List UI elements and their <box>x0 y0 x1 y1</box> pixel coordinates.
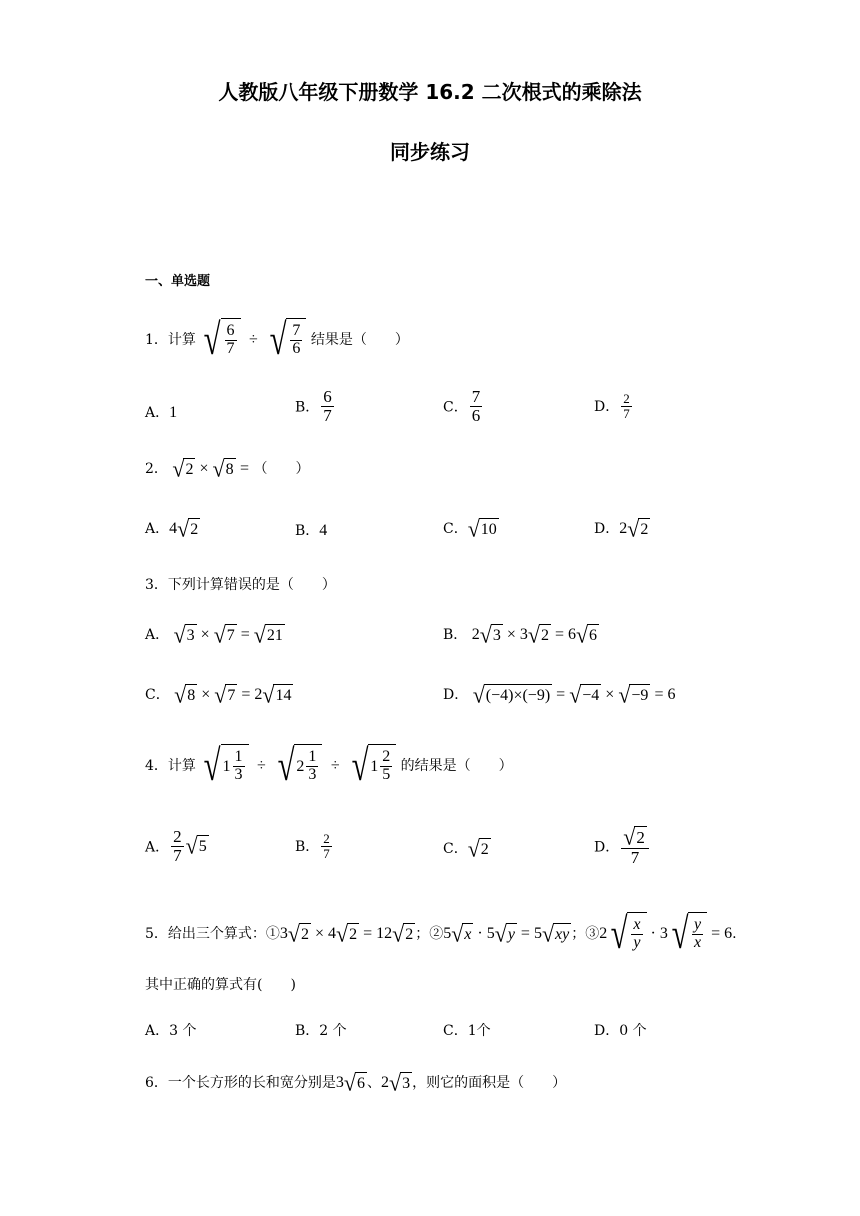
question-4-label: 4．计算 <box>145 758 196 774</box>
q2-option-b[interactable]: B．4 <box>295 522 328 539</box>
q1-option-a[interactable]: A．1 <box>145 404 178 421</box>
q4-option-b[interactable]: B． $\frac{2}{7}$ <box>295 831 330 861</box>
q5-option-d[interactable]: D．0 个 <box>594 1023 647 1039</box>
question-3: 3．下列计算错误的是（ ） <box>145 577 336 593</box>
question-4: 4．计算 √ 1 $\frac{1}{3}$ ÷ √ 2 $\frac{1}{3}$ ÷ √ 1 $\frac{2}{5}$ 的结果是（ ） <box>145 741 513 790</box>
q4-option-c[interactable]: C． √ 2 <box>443 835 489 862</box>
question-5: 5．给出三个算式：①3 √ 2 × 4 √ 2 = 12 √ 2 ；②5 √ x · 5 √ y = 5 √ xy ；③2 √ $\frac{x}{y}$ · 3 √ $\frac{y}{x}$ = 6. <box>145 909 737 958</box>
section-title: 一、单选题 <box>145 274 211 289</box>
question-2: 2． √ 2 × √ 8 = （ ） <box>145 455 310 482</box>
question-5-line-2: 其中正确的算式有( ) <box>145 977 296 993</box>
question-4-suffix: 的结果是（ ） <box>400 758 513 774</box>
q1-option-d[interactable]: D． $\frac{2}{7}$ <box>594 391 630 421</box>
sqrt-6-over-7: √ $\frac{6}{7}$ <box>200 318 240 362</box>
q3-option-c[interactable]: C． √ 8 × √ 7 = 2 √ 14 <box>145 681 292 708</box>
q4-option-a[interactable]: A． $\frac{2}{7}$ √ 5 <box>145 827 207 865</box>
q1-option-c[interactable]: C． $\frac{7}{6}$ <box>443 387 481 425</box>
q4-option-d[interactable]: D． √ 2 7 <box>594 826 651 867</box>
question-6: 6．一个长方形的长和宽分别是3 √ 6 、2 √ 3 ，则它的面积是（ ） <box>145 1069 567 1096</box>
q5-option-b[interactable]: B．2 个 <box>295 1023 347 1039</box>
q2-option-a[interactable]: A．4 √ 2 <box>145 515 199 542</box>
question-1-label: 1．计算 <box>145 332 196 348</box>
q3-option-b[interactable]: B． 2 √ 3 × 3 √ 2 = 6 √ 6 <box>443 621 598 648</box>
q2-option-c[interactable]: C． √ 10 <box>443 515 497 542</box>
sqrt-7-over-6: √ $\frac{7}{6}$ <box>266 318 306 362</box>
q1-option-b[interactable]: B． $\frac{6}{7}$ <box>295 387 332 425</box>
q5-option-a[interactable]: A．3 个 <box>145 1023 197 1039</box>
question-2-label: 2． <box>145 461 168 477</box>
q3-option-d[interactable]: D． √ (−4)×(−9) = √ −4 × √ −9 = 6 <box>443 681 676 708</box>
answer-blank: （ ） <box>253 461 310 477</box>
q3-option-a[interactable]: A． √ 3 × √ 7 = √ 21 <box>145 621 283 648</box>
question-1-suffix: 结果是（ ） <box>310 332 409 348</box>
q2-option-d[interactable]: D．2 √ 2 <box>594 515 649 542</box>
q5-option-c[interactable]: C．1个 <box>443 1023 491 1039</box>
divide-sign: ÷ <box>248 331 258 348</box>
page-title: 人教版八年级下册数学 16.2 二次根式的乘除法 <box>218 80 642 104</box>
page-subtitle: 同步练习 <box>390 140 470 164</box>
question-1 <box>145 315 409 364</box>
